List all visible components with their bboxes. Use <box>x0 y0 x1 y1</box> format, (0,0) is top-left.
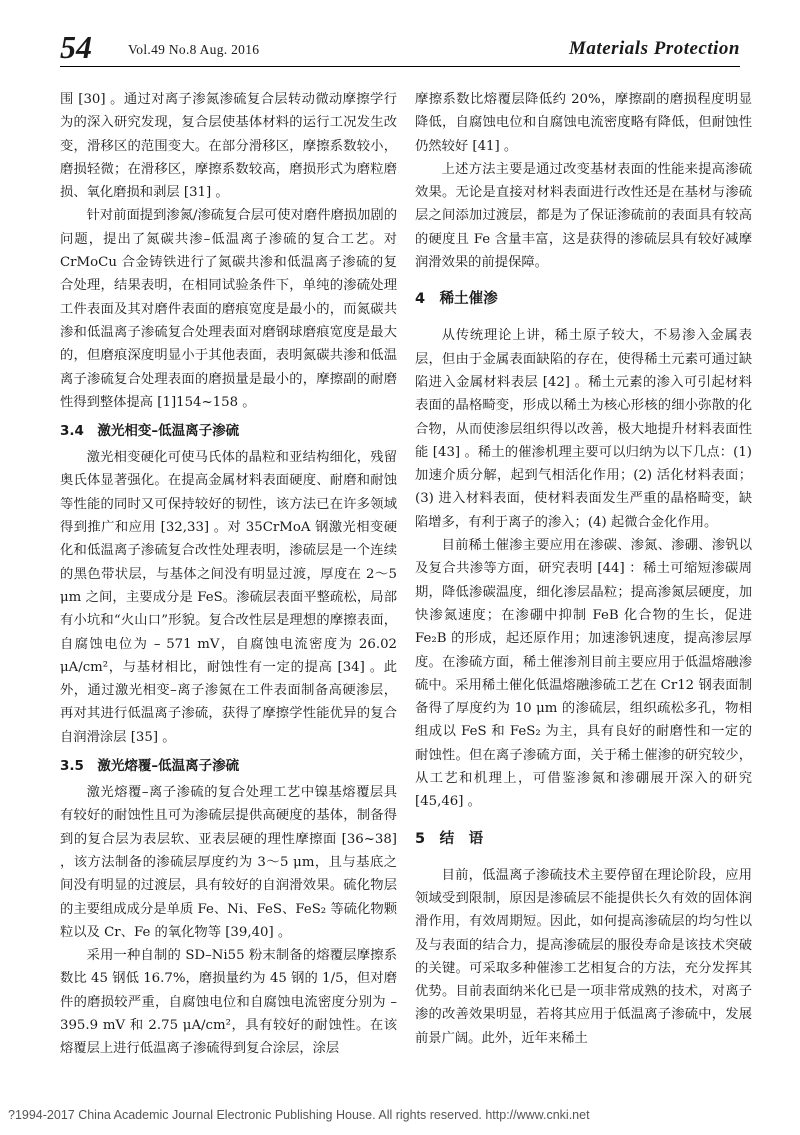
section-heading-3-5: 3.5 激光熔覆–低温离子渗硫 <box>60 758 240 775</box>
page-header <box>60 30 740 70</box>
left-column <box>60 88 397 1061</box>
volume-info: Vol.49 No.8 Aug. 2016 <box>128 42 260 57</box>
page-number: 54 <box>60 29 92 65</box>
paragraph: 摩擦系数比熔覆层降低约 20%，摩擦副的磨损程度明显降低，自腐蚀电位和自腐蚀电流密度略有降低，但耐蚀性仍然较好 [41] 。 <box>415 92 752 154</box>
paragraph: 目前，低温离子渗硫技术主要停留在理论阶段，应用领域受到限制，原因是渗硫层不能提供长久有效的固体润滑作用，有效周期短。因此，如何提高渗硫层的均匀性以及与表面的结合力，提高渗硫层的服役寿命是该技术突破的关键。可采取多种催渗工艺相复合的方法，充分发挥其优势。目前表面纳米化已是一项非常成熟的技术，对离子渗的改善效果明显，若将其应用于低温离子渗硫中，发展前景广阔。此外，近年来稀土 <box>415 867 752 1046</box>
journal-title: Materials Protection <box>569 38 740 59</box>
paragraph: 上述方法主要是通过改变基材表面的性能来提高渗硫效果。无论是直接对材料表面进行改性还是在基材与渗硫层之间添加过渡层，都是为了保证渗硫前的表面具有较高的硬度且 Fe 含量丰富，这是获得的渗硫层具有较好减摩润滑效果的前提保障。 <box>415 161 752 271</box>
section-heading-3-4: 3.4 激光相变–低温离子渗硫 <box>60 423 240 440</box>
paragraph: 激光熔覆–离子渗硫的复合处理工艺中镍基熔覆层具有较好的耐蚀性且可为渗硫层提供高硬度的基体，制备得到的复合层为表层软、亚表层硬的理性摩擦面 [36~38] ，该方法制备的渗硫层厚度约为 3～5 μm，且与基底之间没有明显的过渡层，具有较好的自润滑效果。硫化物层的主要组成成分是单质 Fe、Ni、FeS、FeS₂ 等硫化物颗粒以及 Cr、Fe 的氧化物等 [39,40] 。 <box>60 785 397 940</box>
paragraph: 激光相变硬化可使马氏体的晶粒和亚结构细化，残留奥氏体显著强化。在提高金属材料表面硬度、耐磨和耐蚀等性能的同时又可保持较好的韧性，该方法已在许多领域得到推广和应用 [32,33] 。对 35CrMoA 钢激光相变硬化和低温离子渗硫复合改性处理表明，渗硫层是一个连续的黑色带状层，与基体之间没有明显过渡，厚度在 2～5 μm 之间，主要成分是 FeS。渗硫层表面平整疏松，局部有小坑和“火山口”形貌。复合改性层是理想的摩擦表面，自腐蚀电位为 – 571 mV，自腐蚀电流密度为 26.02 μA/cm²，与基材相比，耐蚀性有一定的提高 [34] 。此外，通过激光相变–离子渗氮在工件表面制备高硬渗层，再对其进行低温离子渗硫，获得了摩擦学性能优异的复合自润滑涂层 [35] 。 <box>60 450 397 745</box>
paragraph: 围 [30] 。通过对离子渗氮渗硫复合层转动微动摩擦学行为的深入研究发现，复合层使基体材料的运行工况发生改变，滑移区的范围变大。在部分滑移区，摩擦系数较小，磨损轻微；在滑移区，摩擦系数较高，磨损形式为磨粒磨损、氧化磨损和剥层 [31] 。 <box>60 92 397 201</box>
paragraph: 针对前面提到渗氮/渗硫复合层可使对磨件磨损加剧的问题，提出了氮碳共渗–低温离子渗硫的复合工艺。对 CrMoCu 合金铸铁进行了氮碳共渗和低温离子渗硫的复合处理，结果表明，在相同试验条件下，单纯的渗硫处理工件表面及其对磨件表面的磨痕宽度是最小的，而氮碳共渗和低温离子渗硫复合处理表面对磨钢球磨痕宽度是最大的，但磨痕深度明显小于其他表面，表明氮碳共渗和低温离子渗硫复合处理表面的磨损量是最小的，摩擦副的耐磨性得到整体提高 [1]154~158 。 <box>60 208 397 410</box>
copyright-footer: ?1994-2017 China Academic Journal Electronic Publishing House. All rights reserved. http://www.cnki.net <box>8 1108 590 1122</box>
section-heading-4: 4 稀土催渗 <box>415 291 498 308</box>
header-rule <box>60 66 740 67</box>
section-heading-5: 5 结 语 <box>415 830 484 847</box>
paragraph: 目前稀土催渗主要应用在渗碳、渗氮、渗硼、渗钒以及复合共渗等方面，研究表明 [44] ：稀土可缩短渗碳周期，降低渗碳温度，细化渗层晶粒；提高渗氮层硬度，加快渗氮速度；在渗硼中抑制 FeB 化合物的生长，促进 Fe₂B 的形成，起还原作用；加速渗钒速度，提高渗层厚度。在渗硫方面，稀土催渗剂目前主要应用于低温熔融渗硫中。采用稀土催化低温熔融渗硫工艺在 Cr12 钢表面制备得了厚度约为 10 μm 的渗硫层，组织疏松多孔，物相组成以 FeS 和 FeS₂ 为主，具有良好的耐磨性和一定的耐蚀性。但在离子渗硫方面，关于稀土催渗的研究较少，从工艺和机理上，可借鉴渗氮和渗硼展开深入的研究 [45,46] 。 <box>415 538 752 810</box>
paragraph: 从传统理论上讲，稀土原子较大，不易渗入金属表层，但由于金属表面缺陷的存在，使得稀土元素可通过缺陷进入金属材料表层 [42] 。稀土元素的渗入可引起材料表面的晶格畸变，形成以稀土为核心形核的细小弥散的化合物，从而使渗层组织得以改善，极大地提升材料表面性能 [43] 。稀土的催渗机理主要可以归纳为以下几点：(1) 加速介质分解，起到气相活化作用；(2) 活化材料表面；(3) 进入材料表面，使材料表面发生严重的晶格畸变，缺陷增多，有利于离子的渗入；(4) 起微合金化作用。 <box>415 328 752 530</box>
right-column <box>415 88 752 1050</box>
paragraph: 采用一种自制的 SD–Ni55 粉末制备的熔覆层摩擦系数比 45 钢低 16.7%，磨损量约为 45 钢的 1/5，但对磨件的磨损较严重，自腐蚀电位和自腐蚀电流密度分别为 – 395.9 mV 和 2.75 μA/cm²，具有较好的耐蚀性。在该熔覆层上进行低温离子渗硫得到复合涂层，涂层 <box>60 948 397 1057</box>
